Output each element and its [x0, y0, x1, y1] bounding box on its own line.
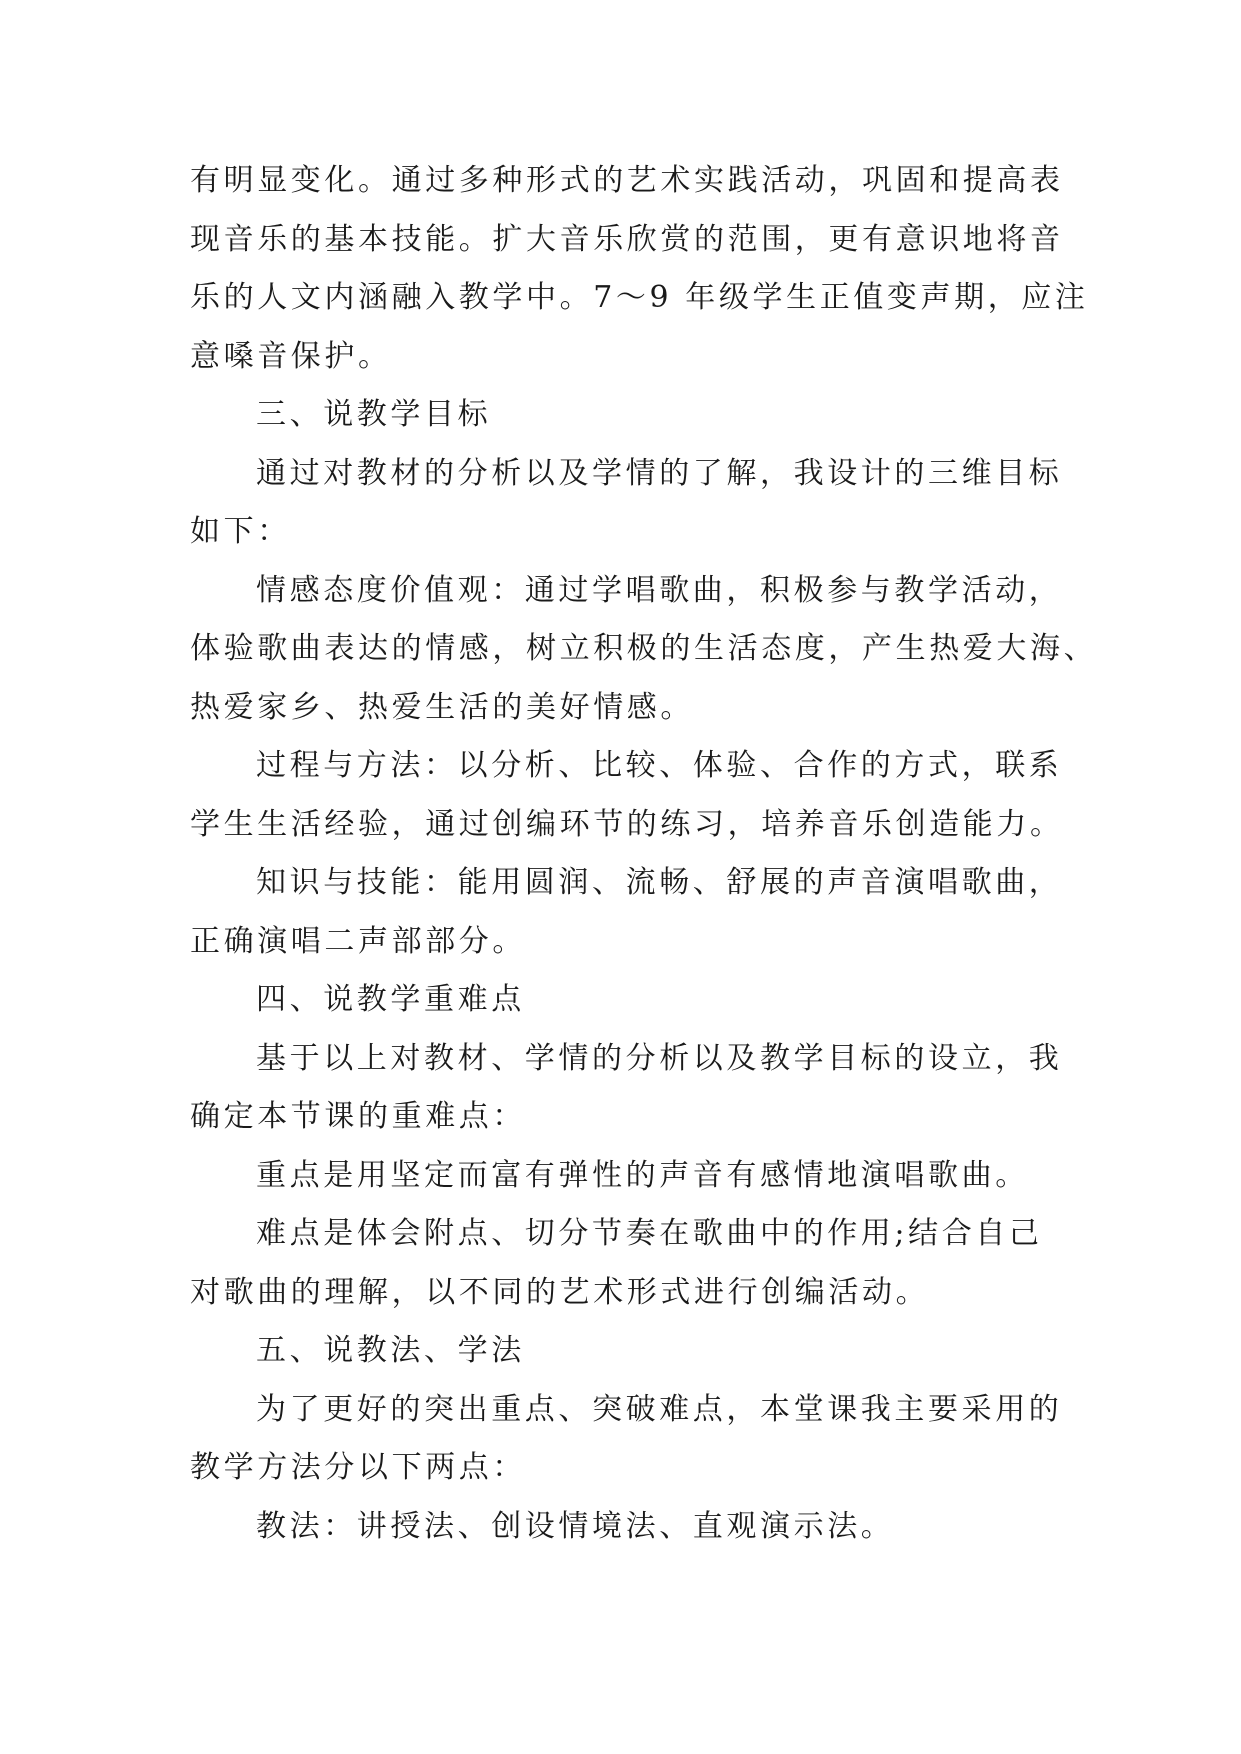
text-line: 教法：讲授法、创设情境法、直观演示法。 — [256, 1508, 895, 1544]
text-line: 对歌曲的理解，以不同的艺术形式进行创编活动。 — [190, 1274, 930, 1310]
text-line: 如下： — [190, 514, 291, 549]
section-heading: 四、说教学重难点 — [256, 982, 525, 1017]
text-line: 体验歌曲表达的情感，树立积极的生活态度，产生热爱大海、 — [190, 631, 1098, 666]
section-heading: 五、说教法、学法 — [256, 1333, 525, 1368]
text-line: 基于以上对教材、学情的分析以及教学目标的设立，我 — [256, 1040, 1063, 1076]
text-line: 乐的人文内涵融入教学中。7～9 年级学生正值变声期，应注 — [190, 280, 1089, 315]
text-line: 确定本节课的重难点： — [190, 1099, 526, 1134]
text-line: 重点是用坚定而富有弹性的声音有感情地演唱歌曲。 — [256, 1157, 1029, 1193]
document-body — [190, 152, 1098, 1556]
text-line: 教学方法分以下两点： — [190, 1450, 526, 1485]
text-line: 过程与方法：以分析、比较、体验、合作的方式，联系 — [256, 748, 1063, 783]
text-line: 学生生活经验，通过创编环节的练习，培养音乐创造能力。 — [190, 806, 1064, 842]
text-line: 为了更好的突出重点、突破难点，本堂课我主要采用的 — [256, 1391, 1063, 1427]
text-line: 难点是体会附点、切分节奏在歌曲中的作用;结合自己 — [256, 1216, 1043, 1251]
text-line: 意嗓音保护。 — [190, 338, 392, 374]
text-line: 现音乐的基本技能。扩大音乐欣赏的范围，更有意识地将音 — [190, 221, 1064, 257]
text-line: 有明显变化。通过多种形式的艺术实践活动，巩固和提高表 — [190, 163, 1064, 198]
text-line: 情感态度价值观：通过学唱歌曲，积极参与教学活动， — [256, 572, 1063, 608]
text-line: 正确演唱二声部部分。 — [190, 923, 526, 959]
text-line: 通过对教材的分析以及学情的了解，我设计的三维目标 — [256, 455, 1063, 491]
text-line: 热爱家乡、热爱生活的美好情感。 — [190, 689, 694, 725]
text-line: 知识与技能：能用圆润、流畅、舒展的声音演唱歌曲， — [256, 865, 1063, 900]
section-heading: 三、说教学目标 — [256, 397, 492, 432]
